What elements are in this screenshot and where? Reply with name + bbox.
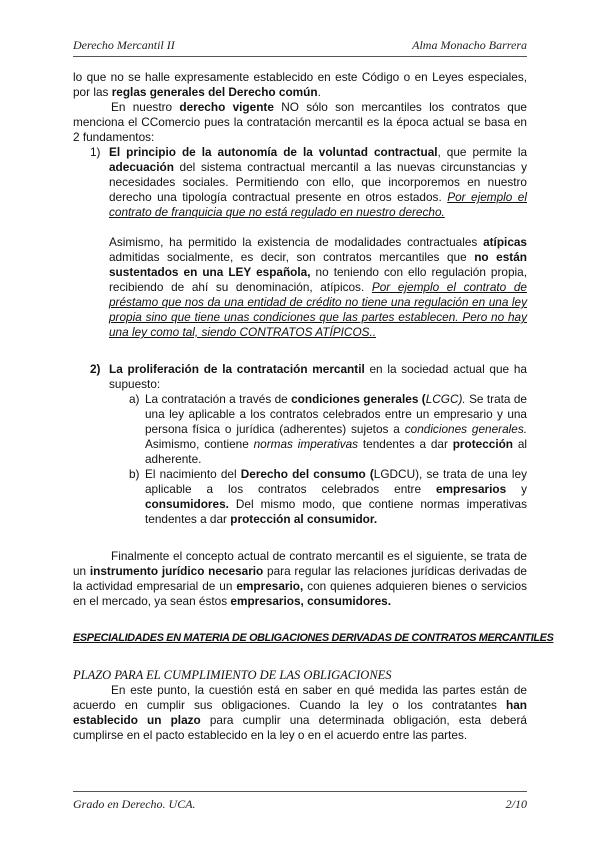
sublist-item-a: a) La contratación a través de condiciones generales (LCGC). Se trata de una ley aplicable a los contratos celebrados entre un empresario y una persona física o jurídica (adherentes) sujetos a condiciones generales. Asimismo, contiene normas imperativas tendentes a dar protección al adherente.	[129, 392, 528, 466]
footer-rule	[73, 791, 527, 792]
list-item-1: 1) El principio de la autonomía de la voluntad contractual, que permite la adecuación del sistema contractual mercantil a las nuevas circunstancias y necesidades sociales. Permitiendo con ello, que incorporemos en nuestro derecho una tipología contractual presente en otros estados. Por ejemplo el contrato de franquicia que no está regulado en nuestro derecho. Asimismo, ha permitido la existencia de modalidades contractuales atípicas admitidas socialmente, es decir, son contratos mercantiles que no están sustentados en una LEY española, no teniendo con ello regulación propia, recibiendo de ahí su denominación, atípicos. Por ejemplo el contrato de préstamo que nos da una entidad de crédito no tiene una regulación en una ley propia sino que tiene unas condiciones que las partes establecen. Pero no hay una ley como tal, siendo CONTRATOS ATÍPICOS..	[90, 145, 528, 339]
list-number: 2)	[90, 362, 101, 376]
sublist-item-b: b) El nacimiento del Derecho del consumo (LGDCU), se trata de una ley aplicable a los contratos celebrados entre empresarios y consumidores. Del mismo modo, que contiene normas imperativas tendentes a dar protección al consumidor.	[129, 467, 527, 526]
page-header	[73, 38, 527, 53]
list-item-2: 2) La proliferación de la contratación mercantil en la sociedad actual que ha supuesto:	[90, 362, 527, 391]
header-course-title: Derecho Mercantil II	[73, 38, 175, 52]
header-rule	[73, 56, 527, 57]
footer-institution: Grado en Derecho. UCA.	[73, 797, 196, 811]
sublist-letter: b)	[129, 467, 140, 481]
page-body	[73, 70, 554, 743]
paragraph-concepto-contrato: Finalmente el concepto actual de contrato mercantil es el siguiente, se trata de un instrumento jurídico necesario para regular las relaciones jurídicas derivadas de la actividad empresarial de un empresario, con quienes adquieren bienes o servicios en el mercado, ya sean éstos empresarios, consumidores.	[73, 549, 527, 608]
paragraph-atipicos: Asimismo, ha permitido la existencia de modalidades contractuales atípicas admitidas socialmente, es decir, son contratos mercantiles que no están sustentados en una LEY española, no teniendo con ello regulación propia, recibiendo de ahí su denominación, atípicos. Por ejemplo el contrato de préstamo que nos da una entidad de crédito no tiene una regulación en una ley propia sino que tiene unas condiciones que las partes establecen. Pero no hay una ley como tal, siendo CONTRATOS ATÍPICOS..	[109, 235, 527, 339]
paragraph-plazo: En este punto, la cuestión está en saber en qué medida las partes están de acuerdo en cumplir sus obligaciones. Cuando la ley o los contratantes han establecido un plazo para cumplir una determinada obligación, esta deberá cumplirse en el pacto establecido en la ley o en el acuerdo entre las partes.	[73, 683, 527, 742]
section-title: ESPECIALIDADES EN MATERIA DE OBLIGACIONES DERIVADAS DE CONTRATOS MERCANTILES	[73, 632, 554, 644]
example-franquicia: Por ejemplo el contrato de franquicia que no está regulado en nuestro derecho.	[109, 190, 527, 219]
paragraph-derecho-vigente: En nuestro derecho vigente NO sólo son mercantiles los contratos que menciona el CComercio pues la contratación mercantil es la época actual se basa en 2 fundamentos:	[73, 100, 527, 144]
example-prestamo: Por ejemplo el contrato de préstamo que nos da una entidad de crédito no tiene una regulación en una ley propia sino que tiene unas condiciones que las partes establecen. Pero no hay una ley como tal, siendo CONTRATOS ATÍPICOS..	[109, 280, 527, 339]
list-number: 1)	[90, 145, 101, 159]
sublist-letter: a)	[129, 392, 140, 406]
paragraph-continuation: lo que no se halle expresamente establecido en este Código o en Leyes especiales, por las reglas generales del Derecho común.	[73, 70, 527, 99]
page-footer	[73, 797, 527, 812]
page-number: 2/10	[505, 797, 527, 811]
header-author: Alma Monacho Barrera	[412, 38, 527, 52]
subsection-title: PLAZO PARA EL CUMPLIMIENTO DE LAS OBLIGACIONES	[73, 668, 392, 682]
